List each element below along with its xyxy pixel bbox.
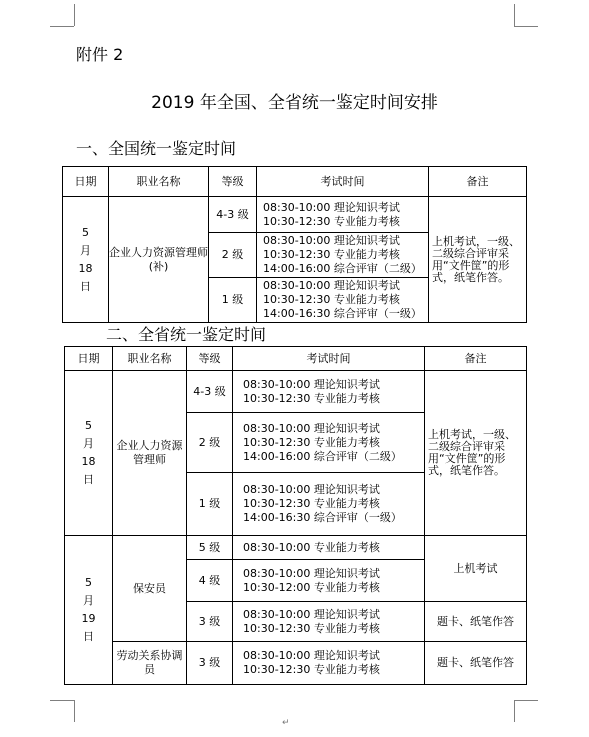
header-exam-time: 考试时间 <box>233 347 425 371</box>
page-end-marker: ↵ <box>282 718 290 728</box>
level-cell: 3 级 <box>187 642 233 685</box>
table-header-row <box>65 347 527 371</box>
exam-times: 08:30-10:00 专业能力考核 <box>233 536 425 560</box>
exam-date: 5 月 18 日 <box>63 197 109 323</box>
exam-date: 5 月 18 日 <box>65 371 113 536</box>
exam-note: 题卡、纸笔作答 <box>425 602 527 642</box>
section1-heading: 一、全国统一鉴定时间 <box>76 139 237 158</box>
crop-mark-top-left <box>74 4 75 26</box>
level-cell: 3 级 <box>187 602 233 642</box>
national-schedule-table <box>62 166 527 323</box>
crop-mark-bottom-left <box>74 700 75 722</box>
level-cell: 2 级 <box>187 413 233 473</box>
table-row <box>63 197 527 233</box>
header-note: 备注 <box>429 167 527 197</box>
level-cell: 5 级 <box>187 536 233 560</box>
exam-times: 08:30-10:00 理论知识考试 10:30-12:30 专业能力考核 14:00-16:00 综合评审（二级） <box>233 413 425 473</box>
exam-times: 08:30-10:00 理论知识考试 10:30-12:30 专业能力考核 <box>233 642 425 685</box>
section2-heading: 二、全省统一鉴定时间 <box>106 325 267 344</box>
level-cell: 1 级 <box>209 278 257 323</box>
exam-times: 08:30-10:00 理论知识考试 10:30-12:30 专业能力考核 <box>257 197 429 233</box>
exam-note: 上机考试，一级、二级综合评审采用“文件筐”的形式，纸笔作答。 <box>429 197 527 323</box>
occupation-name: 企业人力资源管理师(补) <box>109 197 209 323</box>
header-occupation: 职业名称 <box>113 347 187 371</box>
document-title: 2019 年全国、全省统一鉴定时间安排 <box>151 93 438 113</box>
exam-times: 08:30-10:00 理论知识考试 10:30-12:30 专业能力考核 14:00-16:30 综合评审（一级） <box>233 473 425 536</box>
crop-mark-top-left <box>50 26 74 27</box>
header-date: 日期 <box>63 167 109 197</box>
occupation-name: 保安员 <box>113 536 187 642</box>
table-header-row <box>63 167 527 197</box>
occupation-name: 企业人力资源管理师 <box>113 371 187 536</box>
level-cell: 1 级 <box>187 473 233 536</box>
exam-times: 08:30-10:00 理论知识考试 10:30-12:30 专业能力考核 <box>233 371 425 413</box>
exam-times: 08:30-10:00 理论知识考试 10:30-12:30 专业能力考核 14:00-16:00 综合评审（二级） <box>257 233 429 278</box>
header-level: 等级 <box>187 347 233 371</box>
table-row <box>65 536 527 560</box>
exam-times: 08:30-10:00 理论知识考试 10:30-12:30 专业能力考核 14:00-16:30 综合评审（一级） <box>257 278 429 323</box>
crop-mark-bottom-left <box>50 700 74 701</box>
header-date: 日期 <box>65 347 113 371</box>
table-row <box>65 642 527 685</box>
level-cell: 4 级 <box>187 560 233 602</box>
crop-mark-top-right <box>514 26 538 27</box>
exam-times: 08:30-10:00 理论知识考试 10:30-12:00 专业能力考核 <box>233 560 425 602</box>
header-level: 等级 <box>209 167 257 197</box>
level-cell: 2 级 <box>209 233 257 278</box>
exam-note: 上机考试，一级、二级综合评审采用“文件筐”的形式，纸笔作答。 <box>425 371 527 536</box>
crop-mark-bottom-right <box>514 700 538 701</box>
header-note: 备注 <box>425 347 527 371</box>
exam-note: 上机考试 <box>425 536 527 602</box>
crop-mark-top-right <box>514 4 515 26</box>
table-row <box>65 371 527 413</box>
header-occupation: 职业名称 <box>109 167 209 197</box>
exam-times: 08:30-10:00 理论知识考试 10:30-12:30 专业能力考核 <box>233 602 425 642</box>
header-exam-time: 考试时间 <box>257 167 429 197</box>
attachment-label: 附件 2 <box>76 45 124 64</box>
level-cell: 4-3 级 <box>209 197 257 233</box>
occupation-name: 劳动关系协调员 <box>113 642 187 685</box>
provincial-schedule-table <box>64 346 527 685</box>
level-cell: 4-3 级 <box>187 371 233 413</box>
exam-date: 5 月 19 日 <box>65 536 113 685</box>
crop-mark-bottom-right <box>514 700 515 722</box>
exam-note: 题卡、纸笔作答 <box>425 642 527 685</box>
